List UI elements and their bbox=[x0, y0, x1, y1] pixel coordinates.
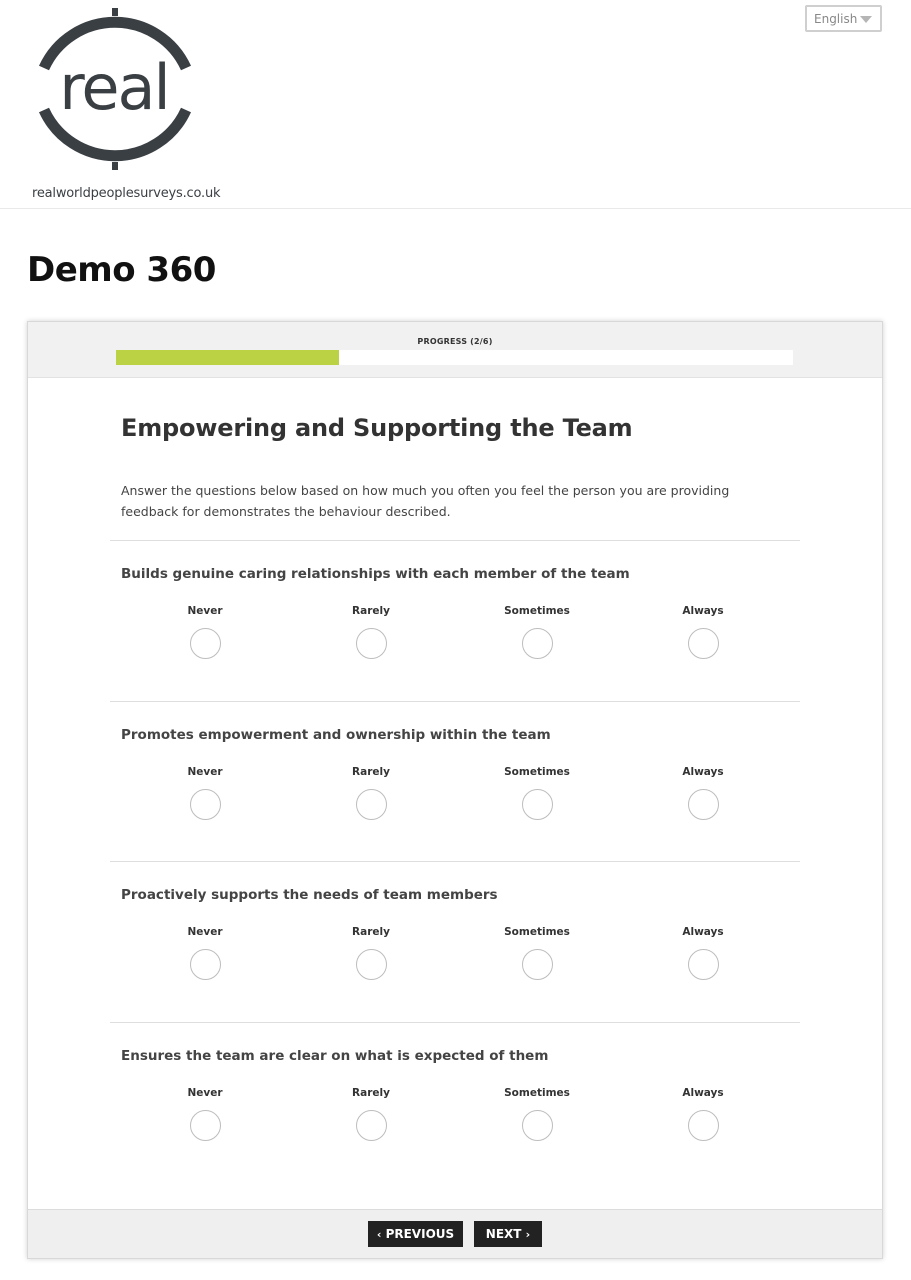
answer-option-label: Never bbox=[187, 605, 223, 617]
radio-button[interactable] bbox=[356, 628, 387, 659]
caret-down-icon bbox=[860, 16, 872, 23]
section-intro: Answer the questions below based on how much you often you feel the person you are providing feedback for demonstrates the behaviour described. bbox=[121, 483, 730, 519]
radio-button[interactable] bbox=[522, 628, 553, 659]
survey-title: Demo 360 bbox=[27, 250, 216, 290]
answer-option-label: Rarely bbox=[352, 1087, 390, 1099]
chevron-left-icon: ‹ bbox=[376, 1228, 382, 1241]
logo-url-text: realworldpeoplesurveys.co.uk bbox=[32, 186, 221, 201]
answer-option[interactable] bbox=[150, 766, 260, 826]
question-text: Ensures the team are clear on what is expected of them bbox=[121, 1048, 549, 1064]
answer-option-label: Sometimes bbox=[504, 605, 570, 617]
language-select[interactable] bbox=[805, 5, 882, 32]
svg-text:real: real bbox=[59, 51, 169, 124]
answer-option[interactable] bbox=[150, 926, 260, 986]
answer-option-label: Always bbox=[682, 926, 724, 938]
next-button-label: NEXT bbox=[485, 1227, 522, 1241]
radio-button[interactable] bbox=[688, 789, 719, 820]
radio-button[interactable] bbox=[356, 949, 387, 980]
question-block bbox=[110, 540, 800, 701]
question-block bbox=[110, 861, 800, 1022]
radio-button[interactable] bbox=[356, 1110, 387, 1141]
radio-button[interactable] bbox=[190, 628, 221, 659]
answer-option-label: Always bbox=[682, 1087, 724, 1099]
answer-option-label: Sometimes bbox=[504, 926, 570, 938]
answer-option[interactable] bbox=[648, 1087, 758, 1147]
radio-button[interactable] bbox=[190, 1110, 221, 1141]
language-select-value: English bbox=[814, 12, 858, 26]
answer-option[interactable] bbox=[316, 926, 426, 986]
previous-button-label: PREVIOUS bbox=[385, 1227, 455, 1241]
question-text: Builds genuine caring relationships with each member of the team bbox=[121, 566, 630, 582]
radio-button[interactable] bbox=[522, 949, 553, 980]
progress-label: PROGRESS (2/6) bbox=[417, 337, 493, 346]
radio-button[interactable] bbox=[688, 949, 719, 980]
answer-option-label: Never bbox=[187, 1087, 223, 1099]
answer-option-label: Never bbox=[187, 766, 223, 778]
answer-option[interactable] bbox=[482, 605, 592, 665]
answer-option[interactable] bbox=[482, 766, 592, 826]
answer-option[interactable] bbox=[316, 605, 426, 665]
progress-area bbox=[28, 322, 882, 378]
logo-mark bbox=[30, 4, 200, 174]
next-button[interactable] bbox=[474, 1221, 542, 1247]
answer-option[interactable] bbox=[648, 605, 758, 665]
answer-option[interactable] bbox=[150, 605, 260, 665]
answer-option-label: Always bbox=[682, 766, 724, 778]
answer-option-label: Sometimes bbox=[504, 1087, 570, 1099]
question-text: Promotes empowerment and ownership within the team bbox=[121, 727, 551, 743]
answer-option[interactable] bbox=[316, 766, 426, 826]
answer-option[interactable] bbox=[150, 1087, 260, 1147]
question-block bbox=[110, 1022, 800, 1183]
radio-button[interactable] bbox=[688, 1110, 719, 1141]
progress-bar bbox=[116, 350, 793, 365]
navigation-bar bbox=[28, 1209, 882, 1258]
answer-option-label: Rarely bbox=[352, 605, 390, 617]
answer-option[interactable] bbox=[316, 1087, 426, 1147]
previous-button[interactable] bbox=[368, 1221, 463, 1247]
radio-button[interactable] bbox=[190, 949, 221, 980]
radio-button[interactable] bbox=[522, 1110, 553, 1141]
answer-option[interactable] bbox=[648, 766, 758, 826]
question-block bbox=[110, 701, 800, 862]
answer-option[interactable] bbox=[482, 926, 592, 986]
radio-button[interactable] bbox=[190, 789, 221, 820]
question-text: Proactively supports the needs of team members bbox=[121, 887, 498, 903]
answer-option-label: Never bbox=[187, 926, 223, 938]
answer-option-label: Rarely bbox=[352, 766, 390, 778]
site-header bbox=[0, 0, 911, 209]
answer-option-label: Always bbox=[682, 605, 724, 617]
radio-button[interactable] bbox=[356, 789, 387, 820]
chevron-right-icon: › bbox=[525, 1228, 531, 1241]
answer-option-label: Rarely bbox=[352, 926, 390, 938]
real-logo bbox=[30, 4, 221, 204]
answer-option[interactable] bbox=[648, 926, 758, 986]
answer-option[interactable] bbox=[482, 1087, 592, 1147]
survey-card bbox=[27, 321, 883, 1259]
progress-bar-fill bbox=[116, 350, 339, 365]
section-title: Empowering and Supporting the Team bbox=[121, 414, 633, 442]
answer-option-label: Sometimes bbox=[504, 766, 570, 778]
radio-button[interactable] bbox=[522, 789, 553, 820]
radio-button[interactable] bbox=[688, 628, 719, 659]
